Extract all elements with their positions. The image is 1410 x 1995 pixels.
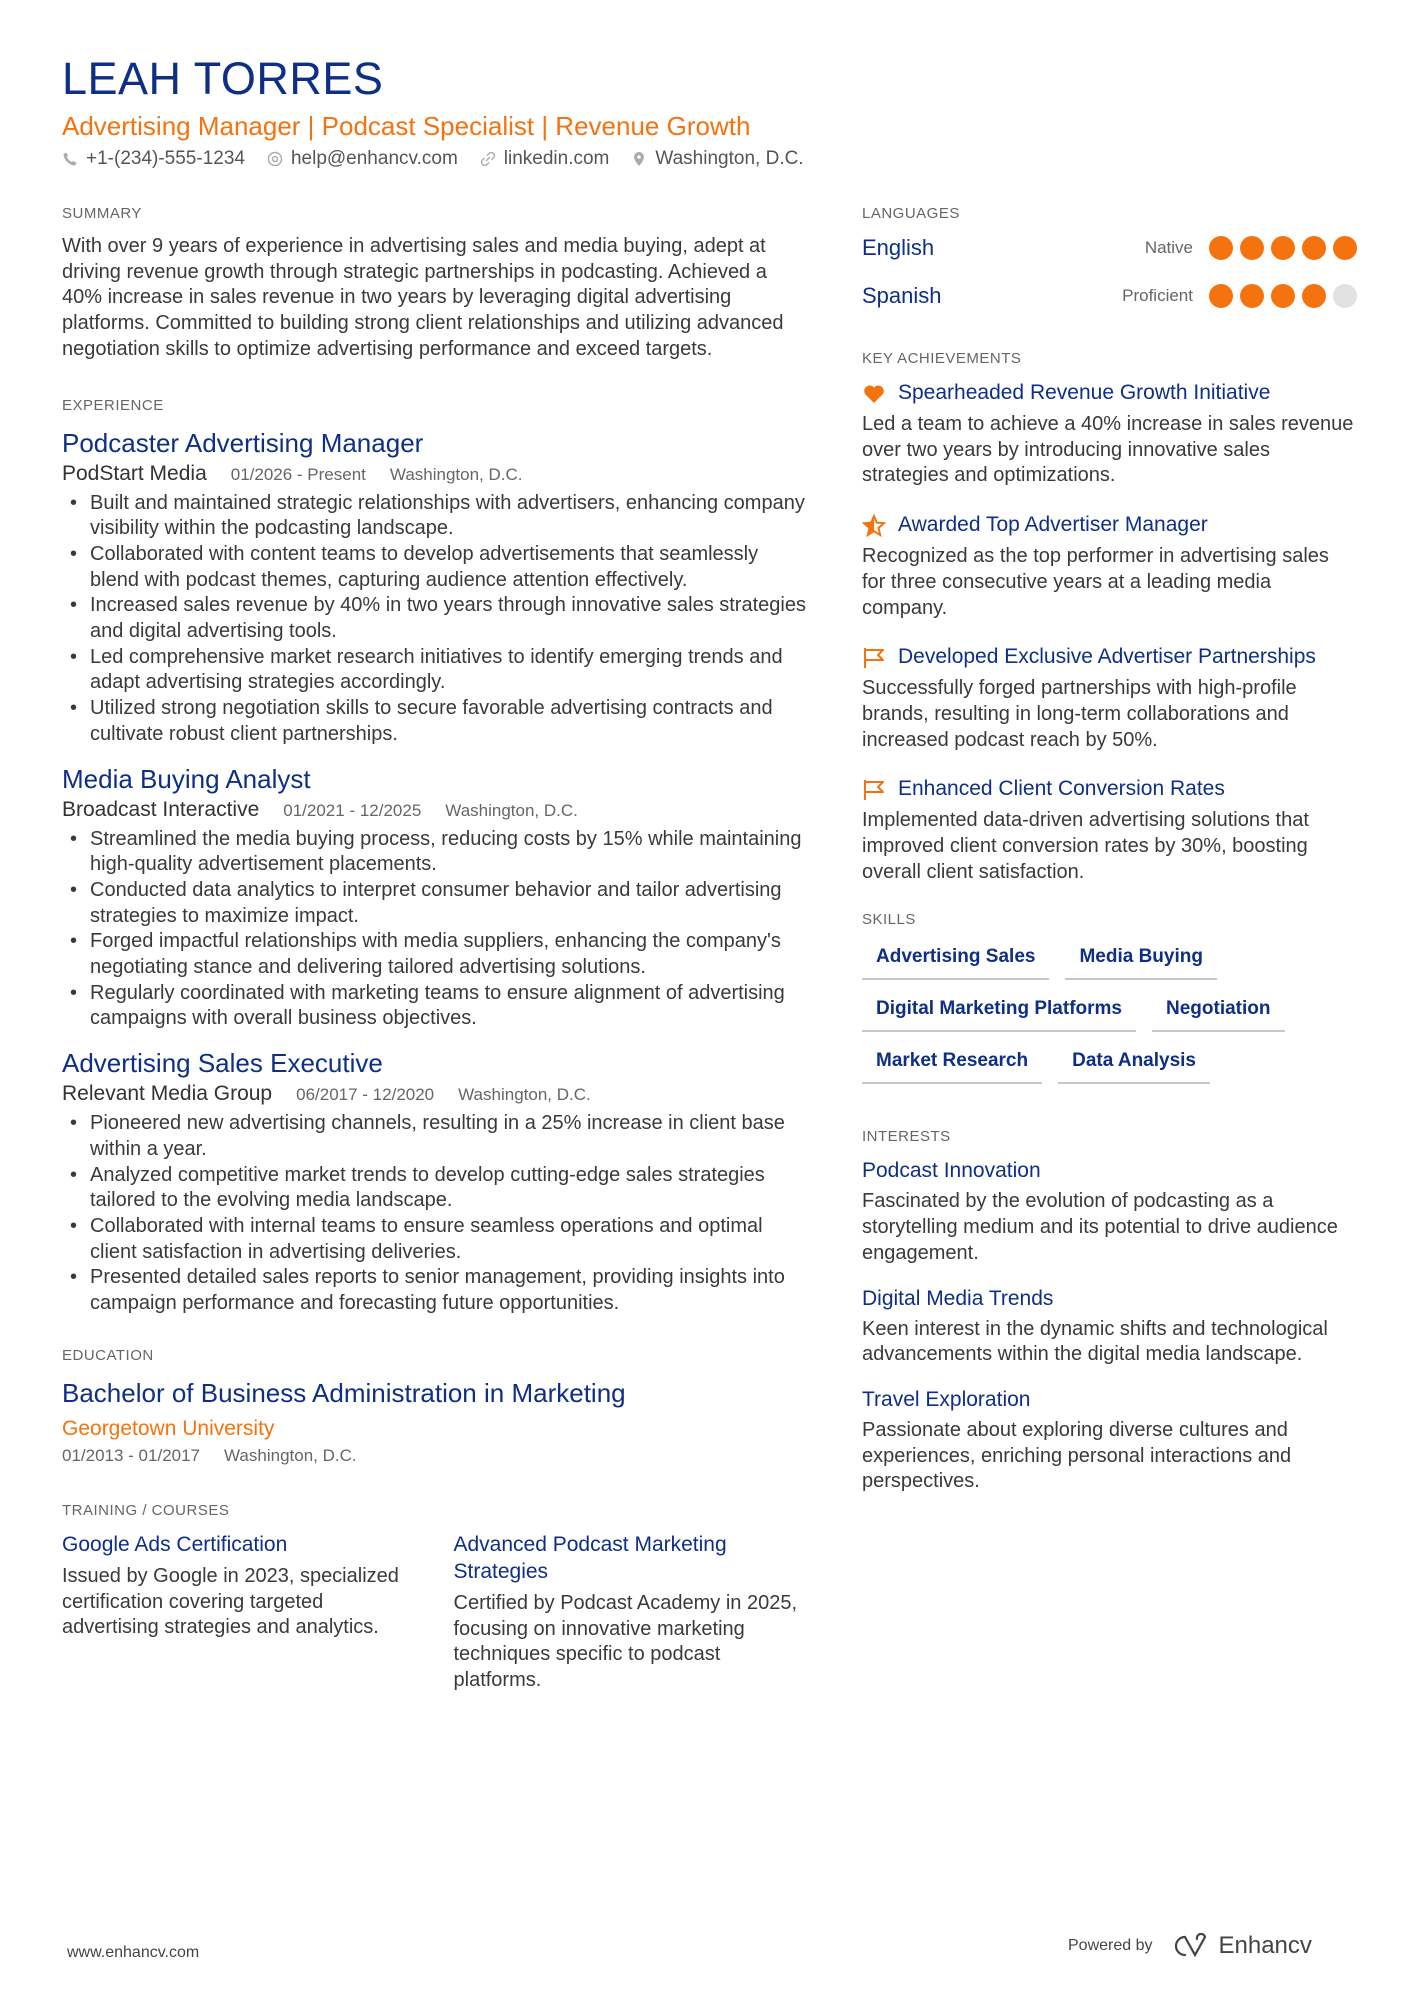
rating-dot-filled [1240,236,1264,260]
job-entry [62,1046,807,1317]
job-location: Washington, D.C. [389,464,523,484]
enhancv-logo[interactable] [1171,1932,1312,1960]
skills-heading: SKILLS [862,911,916,929]
achievement-title: Developed Exclusive Advertiser Partnerships [898,645,1316,669]
edu-dates: 01/2013 - 01/2017 [62,1445,201,1465]
footer-branding [1068,1932,1312,1960]
job-bullet: • Presented detailed sales reports to senior management, providing insights into campaign performance and forecasting future opportunities. [62,1265,807,1316]
interests-section [862,1128,1357,1495]
achievements-heading: KEY ACHIEVEMENTS [862,350,1022,367]
education-heading: EDUCATION [62,1346,154,1364]
achievements-section [862,350,1357,885]
resume-header [62,52,1362,170]
course-desc: Certified by Podcast Academy in 2025, focusing on innovative marketing techniques specific to podcast platforms. [453,1591,798,1691]
skill-tag: Market Research [862,1044,1042,1084]
job-bullet: • Utilized strong negotiation skills to secure favorable advertising contracts and cultivate robust client partnerships. [62,696,807,747]
rating-dot-filled [1209,236,1233,260]
job-bullet: • Streamlined the media buying process, reducing costs by 15% while maintaining high-quality advertisement placements. [62,827,807,878]
left-column [62,205,807,1728]
location-text: Washington, D.C. [655,148,804,169]
achievement-header [862,379,1357,406]
achievement-item [862,379,1357,489]
job-company: Broadcast Interactive [62,797,260,821]
rating-dot-filled [1271,236,1295,260]
achievement-title: Spearheaded Revenue Growth Initiative [898,381,1271,404]
achievement-desc: Successfully forged partnerships with high-profile brands, resulting in long-term collaborations and increased podcast reach by 50%. [862,677,1297,751]
skill-tag: Negotiation [1152,992,1285,1032]
phone-icon [62,151,78,167]
skills-section [862,911,1357,1084]
course-list [62,1531,807,1694]
flag-icon [862,646,886,670]
job-bullet: • Pioneered new advertising channels, resulting in a 25% increase in client base within a year. [62,1111,807,1162]
education-section [62,1347,807,1468]
linkedin-text: linkedin.com [503,148,610,169]
achievement-item [862,511,1357,621]
interest-desc: Fascinated by the evolution of podcasting as a storytelling medium and its potential to drive audience engagement. [862,1190,1338,1264]
interests-heading: INTERESTS [862,1128,951,1146]
training-section [62,1502,807,1694]
job-meta [62,1080,807,1109]
language-item [862,272,1357,320]
training-heading: TRAINING / COURSES [62,1501,230,1519]
rating-dot-filled [1333,236,1357,260]
experience-heading: EXPERIENCE [62,396,164,414]
achievement-desc: Recognized as the top performer in advertising sales for three consecutive years at a leading media company. [862,545,1329,619]
summary-section [62,205,807,363]
brand-name: Enhancv [1218,1932,1312,1959]
job-dates: 06/2017 - 12/2020 [296,1085,435,1105]
job-bullet: • Regularly coordinated with marketing teams to ensure alignment of advertising campaigns with overall business objectives. [62,981,807,1032]
skill-list [862,940,1357,1084]
language-item [862,224,1357,272]
rating-dot-filled [1271,284,1295,308]
achievement-desc: Led a team to achieve a 40% increase in sales revenue over two years by introducing innovative sales strategies and optimizations. [862,413,1354,487]
job-bullet: • Increased sales revenue by 40% in two years through innovative sales strategies and digital advertising tools. [62,593,807,644]
job-dates: 01/2026 - Present [230,464,366,484]
rating-dot-empty [1333,284,1357,308]
experience-section [62,397,807,1317]
footer-website[interactable]: www.enhancv.com [67,1944,200,1961]
achievement-header [862,775,1357,802]
achievement-header [862,511,1357,538]
contact-location [631,148,803,170]
contact-bar [62,148,1362,170]
interest-desc: Passionate about exploring diverse cultures and experiences, enriching personal interactions and perspectives. [862,1418,1292,1493]
skill-tag: Media Buying [1065,940,1217,980]
course-title: Google Ads Certification [62,1532,288,1556]
job-title: Advertising Sales Executive [62,1048,383,1079]
job-bullets [62,491,807,748]
job-entry [62,762,807,1033]
job-entry [62,426,807,748]
location-pin-icon [631,151,647,167]
job-location: Washington, D.C. [458,1085,591,1105]
job-bullet: • Analyzed competitive market trends to develop cutting-edge sales strategies tailored to the evolving media landscape. [62,1163,807,1214]
candidate-name: LEAH TORRES [62,53,384,104]
achievement-title: Awarded Top Advertiser Manager [898,513,1208,537]
edu-school: Georgetown University [62,1416,275,1440]
job-bullet: • Led comprehensive market research initiatives to identify emerging trends and adapt advertising strategies accordingly. [62,645,807,696]
achievement-title: Enhanced Client Conversion Rates [898,777,1225,801]
job-bullet: • Forged impactful relationships with media suppliers, enhancing the company's negotiating stance and delivering tailored advertising solutions. [62,929,807,980]
languages-section [862,205,1357,320]
interest-title: Podcast Innovation [862,1159,1041,1183]
rating-dot-filled [1209,284,1233,308]
interest-item [862,1386,1357,1495]
job-company: Relevant Media Group [62,1082,273,1106]
email-text: help@enhancv.com [290,148,458,169]
language-name: Spanish [862,283,942,308]
interest-title: Digital Media Trends [862,1286,1054,1310]
achievement-item [862,643,1357,753]
interest-desc: Keen interest in the dynamic shifts and technological advancements within the digital media landscape. [862,1317,1328,1366]
heart-icon [862,382,886,406]
job-meta [62,460,807,489]
edu-location: Washington, D.C. [224,1445,357,1465]
candidate-tagline: Advertising Manager | Podcast Specialist | Revenue Growth [62,111,751,141]
contact-linkedin[interactable] [480,148,610,170]
edu-degree: Bachelor of Business Administration in Marketing [62,1377,626,1408]
language-name: English [862,235,935,260]
language-level: Native [1144,238,1193,257]
skill-tag: Data Analysis [1058,1044,1210,1084]
job-company: PodStart Media [62,461,207,485]
job-bullet: • Conducted data analytics to interpret consumer behavior and tailor advertising strategies to maximize impact. [62,878,807,929]
job-location: Washington, D.C. [445,800,578,820]
course-item [62,1531,416,1694]
achievement-item [862,775,1357,885]
powered-by-label: Powered by [1068,1937,1153,1954]
job-title: Podcaster Advertising Manager [62,427,424,458]
job-title: Media Buying Analyst [62,763,311,794]
course-item [454,1531,808,1694]
language-level: Proficient [1122,286,1193,305]
star-icon [862,514,886,538]
enhancv-logo-icon [1171,1933,1211,1959]
rating-dot-filled [1302,284,1326,308]
skill-tag: Advertising Sales [862,940,1049,980]
phone-text: +1-(234)-555-1234 [86,148,245,169]
at-icon [267,151,283,167]
language-rating [1209,284,1357,308]
course-title: Advanced Podcast Marketing Strategies [453,1532,727,1583]
interest-item [862,1157,1357,1266]
flag-icon [862,778,886,802]
job-bullet: • Built and maintained strategic relationships with advertisers, enhancing company visibility within the podcasting landscape. [62,491,807,542]
rating-dot-filled [1240,284,1264,308]
interest-item [862,1285,1357,1368]
skill-tag: Digital Marketing Platforms [862,992,1136,1032]
course-desc: Issued by Google in 2023, specialized certification covering targeted advertising strategies and analytics. [62,1564,399,1639]
rating-dot-filled [1302,236,1326,260]
job-meta [62,796,807,825]
summary-heading: SUMMARY [62,205,142,222]
achievement-header [862,643,1357,670]
achievement-desc: Implemented data-driven advertising solutions that improved client conversion rates by 30%, boosting overall client satisfaction. [862,809,1309,883]
edu-meta [62,1444,807,1468]
job-bullet: • Collaborated with content teams to develop advertisements that seamlessly blend with podcast themes, capturing audience attention effectively. [62,542,807,593]
right-column [862,205,1357,1529]
job-bullets [62,827,807,1033]
language-rating [1209,236,1357,260]
interest-title: Travel Exploration [862,1387,1031,1411]
job-bullet: • Collaborated with internal teams to ensure seamless operations and optimal client satisfaction in advertising deliveries. [62,1214,807,1265]
summary-text: With over 9 years of experience in advertising sales and media buying, adept at driving revenue growth through strategic partnerships in podcasting. Achieved a 40% increase in sales revenue in two years by leveraging digital advertising platforms. Committed to building strong client relationships and utilizing advanced negotiation skills to optimize advertising performance and exceed targets. [62,235,784,360]
contact-phone [62,148,245,170]
languages-heading: LANGUAGES [862,205,960,222]
link-icon [480,151,496,167]
job-dates: 01/2021 - 12/2025 [283,800,422,820]
job-bullets [62,1111,807,1317]
contact-email[interactable] [267,148,458,170]
